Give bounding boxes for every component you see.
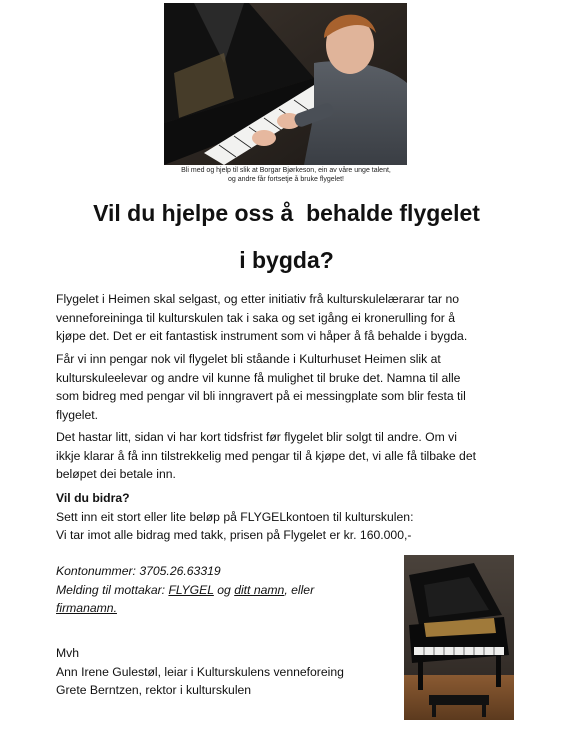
page-title-line-2: i bygda? bbox=[239, 247, 334, 273]
text-line: Vi tar imot alle bidrag med takk, prisen på Flygelet er kr. 160.000,- bbox=[56, 528, 412, 542]
paragraph-contribute bbox=[56, 489, 526, 545]
signature-line-1: Ann Irene Gulestøl, leiar i Kulturskulens venneforeing bbox=[56, 664, 344, 679]
text-line: som bidreg med pengar vil bli inngravert på ei messingplate som blir festa til bbox=[56, 389, 466, 403]
text-line: beløpet dei betale inn. bbox=[56, 467, 176, 481]
msg-name: ditt namn bbox=[234, 582, 285, 597]
account-number: Kontonummer: 3705.26.63319 bbox=[56, 564, 221, 578]
signature-line-2: Grete Berntzen, rektor i kulturskulen bbox=[56, 683, 252, 697]
text-line: flygelet. bbox=[56, 407, 99, 422]
photo-boy-playing-piano bbox=[164, 3, 407, 165]
paragraph-deadline bbox=[56, 428, 526, 484]
msg-firm: firmanamn. bbox=[56, 601, 117, 615]
text-line: Får vi inn pengar nok vil flygelet bli ståande i Kulturhuset Heimen slik at bbox=[56, 352, 441, 366]
msg-flygel: FLYGEL bbox=[168, 582, 214, 597]
paragraph-purpose bbox=[56, 350, 526, 424]
photo-grand-piano bbox=[404, 555, 514, 720]
photo-caption bbox=[150, 166, 422, 184]
msg-eller: , eller bbox=[284, 582, 315, 597]
caption-line-2: og andre får fortsetje å bruke flygelet! bbox=[228, 176, 344, 183]
page-title-line-1: Vil du hjelpe oss å behalde flygelet bbox=[93, 200, 480, 226]
photo-boy-playing-piano-illustration bbox=[164, 3, 407, 165]
contribute-heading: Vil du bidra? bbox=[56, 491, 130, 505]
photo-grand-piano-illustration bbox=[404, 555, 514, 720]
greeting: Mvh bbox=[56, 646, 80, 660]
text-line: Flygelet i Heimen skal selgast, og etter initiativ frå kulturskulelærarar tar no bbox=[56, 292, 460, 306]
msg-prefix: Melding til mottakar: bbox=[56, 582, 169, 597]
paragraph-intro bbox=[56, 290, 526, 346]
text-line: Sett inn eit stort eller lite beløp på FLYGELkontoen til kulturskulen: bbox=[56, 509, 414, 524]
msg-og: og bbox=[213, 582, 235, 597]
text-line: venneforeininga til kulturskulen tak i saka og set igång ei kronerulling for å bbox=[56, 310, 456, 325]
text-line: kulturskuleelevar og andre vil kunne få mulighet til bruke det. Namna til alle bbox=[56, 370, 461, 385]
caption-line-1: Bli med og hjelp til slik at Borgar Bjørkeson, ein av våre unge talent, bbox=[181, 167, 391, 174]
text-line: ikkje klarar å få inn tilstrekkelig med pengar til å kjøpe det, vi alle få tilbake det bbox=[56, 448, 476, 463]
text-line: kjøpe det. Det er eit fantastisk instrument som vi håper å få behalde i bygda. bbox=[56, 329, 468, 343]
text-line: Det hastar litt, sidan vi har kort tidsfrist før flygelet blir solgt til andre. Om vi bbox=[56, 430, 457, 444]
